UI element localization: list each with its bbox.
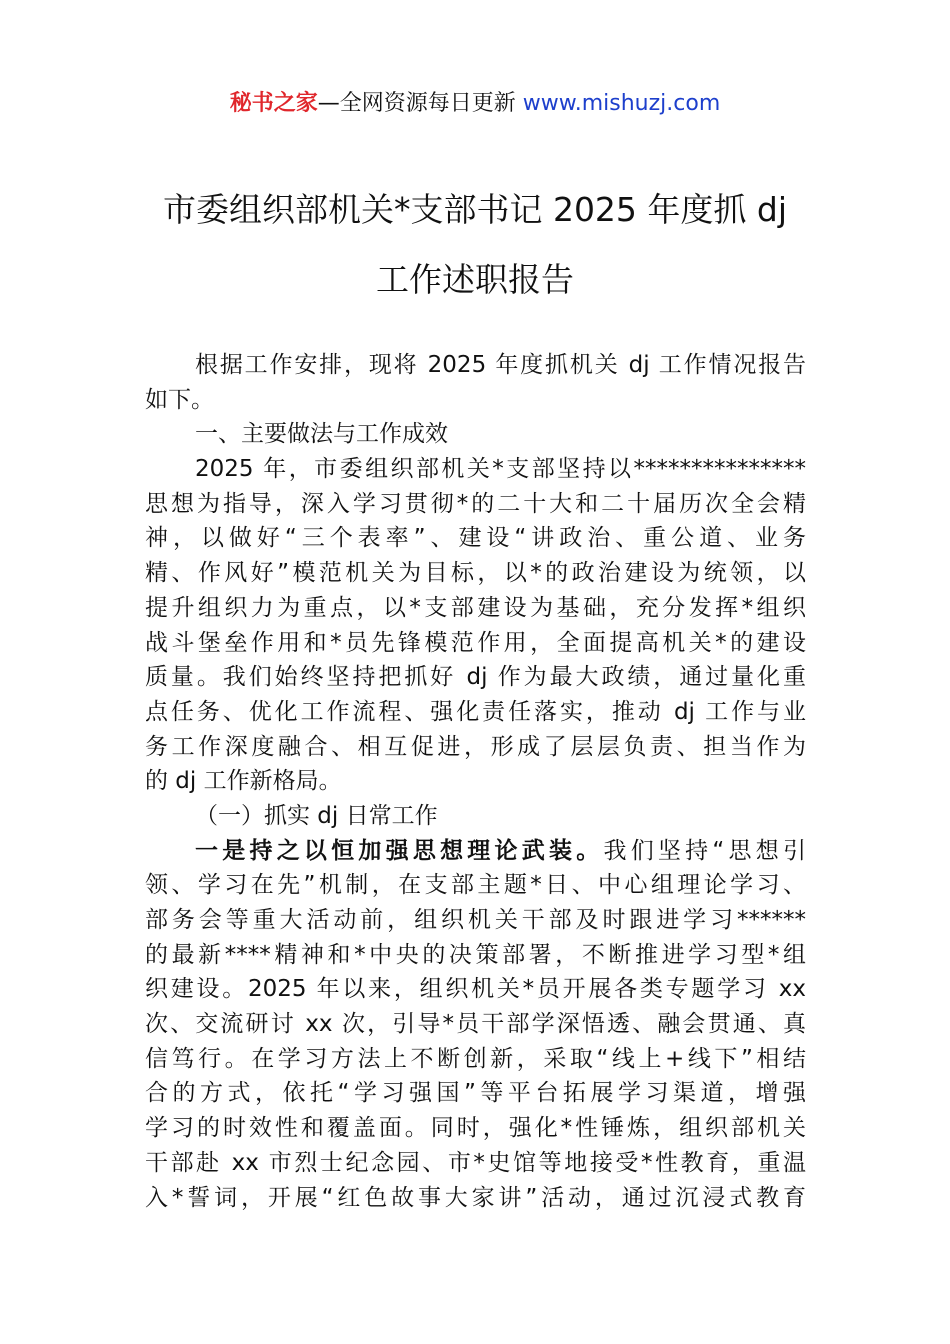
text-line bbox=[145, 660, 806, 695]
text-line bbox=[145, 626, 806, 661]
line-text: 提升组织力为重点，以*支部建设为基础，充分发挥*组织 bbox=[145, 594, 807, 621]
text-line bbox=[145, 903, 806, 938]
text-line bbox=[145, 1146, 806, 1181]
text-line bbox=[145, 938, 806, 973]
text-line bbox=[145, 1042, 806, 1077]
line-text: 信笃行。在学习方法上不断创新，采取“线上+线下”相结 bbox=[145, 1045, 806, 1072]
line-text: 战斗堡垒作用和*员先锋模范作用，全面提高机关*的建设 bbox=[145, 629, 806, 656]
text-line bbox=[145, 556, 806, 591]
line-text: 的最新****精神和*中央的决策部署，不断推进学习型*组 bbox=[145, 941, 806, 968]
line-text: 干部赴 xx 市烈士纪念园、市*史馆等地接受*性教育，重温 bbox=[145, 1149, 806, 1176]
document-title-line-2: 工作述职报告 bbox=[376, 260, 574, 299]
text-line bbox=[145, 972, 806, 1007]
text-line bbox=[145, 1007, 806, 1042]
line-text: （一）抓实 dj 日常工作 bbox=[195, 802, 438, 829]
text-line bbox=[145, 1076, 806, 1111]
line-text: 学习的时效性和覆盖面。同时，强化*性锤炼，组织部机关 bbox=[145, 1115, 806, 1142]
line-text: 一、主要做法与工作成效 bbox=[195, 421, 448, 448]
text-line bbox=[145, 868, 806, 903]
line-text: 的 dj 工作新格局。 bbox=[145, 768, 342, 795]
line-text: 精、作风好”模范机关为目标，以*的政治建设为统领，以 bbox=[145, 560, 806, 587]
line-text: 2025 年，市委组织部机关*支部坚持以*************** bbox=[195, 456, 806, 483]
line-text: 合的方式，依托“学习强国”等平台拓展学习渠道，增强 bbox=[145, 1080, 806, 1107]
line-text: 根据工作安排，现将 2025 年度抓机关 dj 工作情况报告 bbox=[195, 352, 806, 378]
text-line bbox=[145, 695, 806, 730]
text-line bbox=[145, 1111, 806, 1146]
text-line bbox=[145, 730, 806, 765]
text-line bbox=[145, 348, 806, 383]
line-text: 思想为指导，深入学习贯彻*的二十大和二十届历次全会精 bbox=[145, 490, 806, 517]
text-line bbox=[145, 521, 806, 556]
text-line bbox=[145, 487, 806, 522]
line-text: 入*誓词，开展“红色故事大家讲”活动，通过沉浸式教育 bbox=[145, 1184, 806, 1211]
line-text: 领、学习在先”机制，在支部主题*日、中心组理论学习、 bbox=[145, 872, 806, 899]
text-line bbox=[145, 834, 806, 869]
brand-name: 秘书之家 bbox=[229, 91, 318, 116]
document-body bbox=[145, 348, 806, 1215]
line-text: 织建设。2025 年以来，组织机关*员开展各类专题学习 xx bbox=[145, 976, 806, 1003]
text-line bbox=[145, 452, 806, 487]
line-text: 如下。 bbox=[145, 386, 214, 413]
site-url-link[interactable]: www.mishuzj.com bbox=[522, 91, 721, 116]
bold-lead: 一是持之以恒加强思想理论武装。 bbox=[195, 837, 604, 864]
text-line bbox=[145, 799, 806, 834]
slogan: —全网资源每日更新 bbox=[317, 91, 523, 116]
line-text: 务工作深度融合、相互促进，形成了层层负责、担当作为 bbox=[145, 733, 806, 760]
text-line bbox=[145, 417, 806, 452]
line-text: 部务会等重大活动前，组织机关干部及时跟进学习****** bbox=[145, 907, 806, 933]
text-line bbox=[145, 1181, 806, 1216]
document-title-line-1: 市委组织部机关*支部书记 2025 年度抓 dj bbox=[162, 190, 788, 229]
line-text: 点任务、优化工作流程、强化责任落实，推动 dj 工作与业 bbox=[145, 698, 806, 725]
line-text: 我们坚持“思想引 bbox=[603, 837, 807, 864]
line-text: 质量。我们始终坚持把抓好 dj 作为最大政绩，通过量化重 bbox=[145, 664, 806, 691]
text-line bbox=[145, 383, 806, 418]
text-line bbox=[145, 764, 806, 799]
line-text: 次、交流研讨 xx 次，引导*员干部学深悟透、融会贯通、真 bbox=[145, 1011, 806, 1038]
text-line bbox=[145, 591, 806, 626]
site-banner bbox=[0, 88, 950, 120]
line-text: 神，以做好“三个表率”、建设“讲政治、重公道、业务 bbox=[145, 525, 806, 552]
